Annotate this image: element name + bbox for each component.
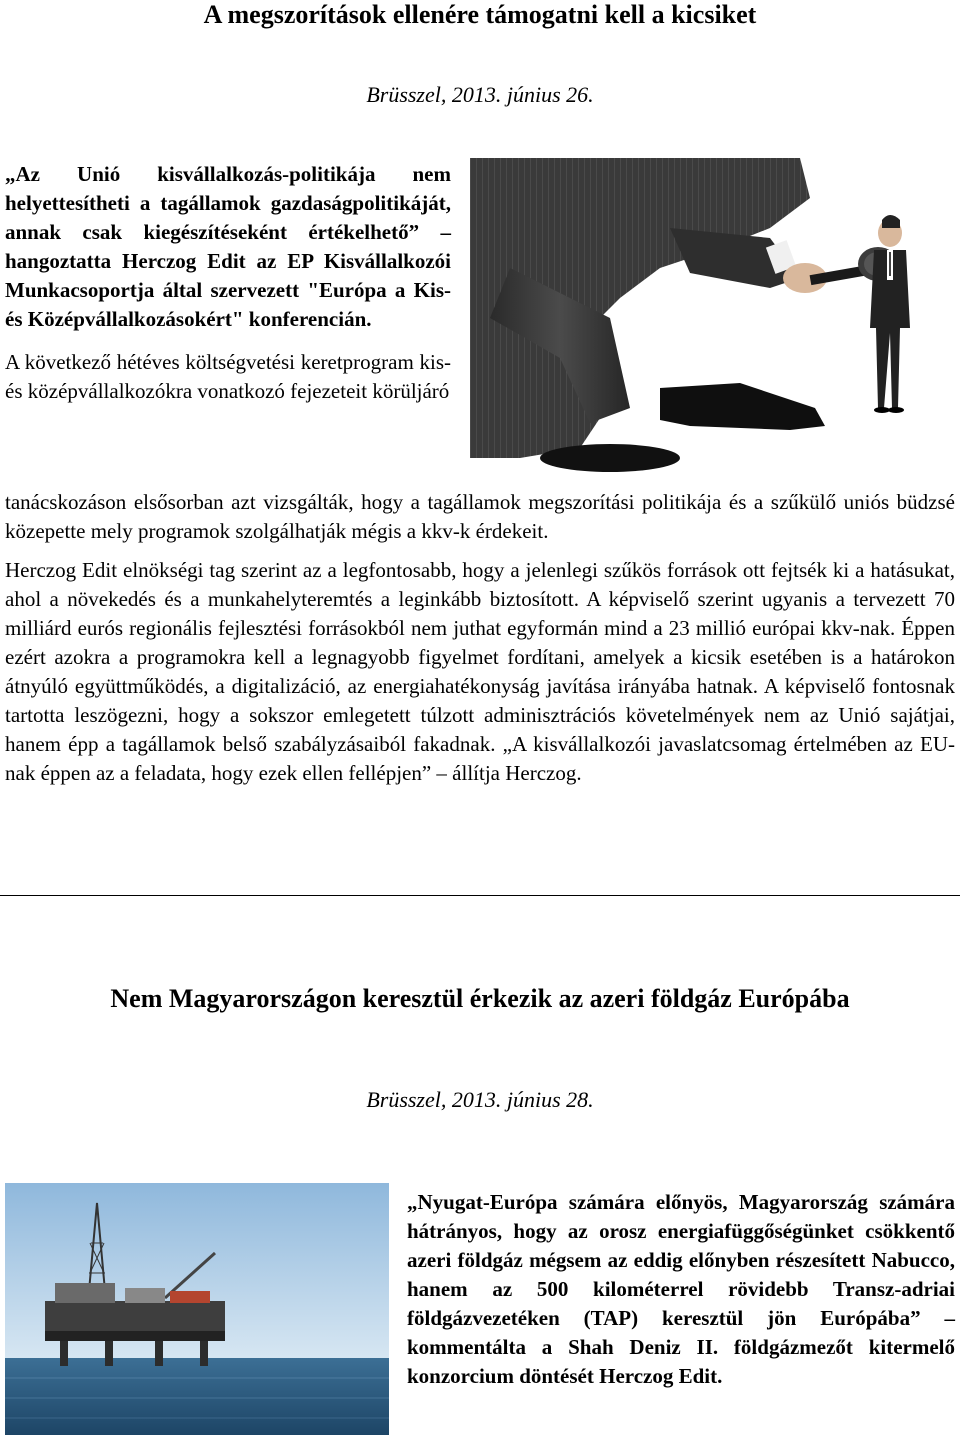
article1-dateline: Brüsszel, 2013. június 26.: [366, 82, 594, 107]
article1-left-column: [5, 160, 451, 406]
oil-platform-illustration: [5, 1183, 389, 1435]
oil-platform-photo: [5, 1183, 389, 1435]
article1-para1-start: A következő hétéves költségvetési keretprogram kis- és középvállalkozókra vonatkozó fejezeteit körüljáró: [5, 350, 451, 403]
interview-photo: [470, 158, 956, 480]
article2-lead: „Nyugat-Európa számára előnyös, Magyarország számára hátrányos, hogy az orosz energiafüggőségünket csökkentő azeri földgáz mégsem az eddig előnyben részesített Nabucco, hanem az 500 kilométerrel rövidebb Transz-adriai földgázvezetéken (TAP) keresztül jön Európába” – kommentálta a Shah Deniz II. földgázmezőt kitermelő konzorcium döntését Herczog Edit.: [407, 1190, 955, 1388]
interview-illustration: [470, 158, 956, 480]
article2-title: Nem Magyarországon keresztül érkezik az azeri földgáz Európába: [110, 984, 850, 1013]
article1-title: A megszorítások ellenére támogatni kell a kicsiket: [203, 0, 757, 29]
article2-dateline: Brüsszel, 2013. június 28.: [366, 1087, 594, 1112]
section-divider: [0, 895, 960, 896]
article1-para2: Herczog Edit elnökségi tag szerint az a legfontosabb, hogy a jelenlegi szűkös források ott fejtsék ki a hatásukat, ahol a növekedés és a munkahelyteremtés a leginkább biztosított. A képviselő szerint ugyanis a tervezett 70 milliárd eurós regionális fejlesztési forrásokból nem juthat egyformán mind a 23 millió európai kkv-nak. Éppen ezért azokra a programokra kell a legnagyobb figyelmet fordítani, amelyek a kicsik esetében is a határokon átnyúló együttműködés, a digitalizáció, az energiahatékonyság javítása irányába hatnak. A képviselő fontosnak tartotta leszögezni, hogy a sokszor emlegetett túlzott adminisztrációs követelmények nem az Unió sajátjai, hanem épp a tagállamok belső szabályzásaiból fakadnak. „A kisvállalkozói javaslatcsomag értelmében az EU-nak éppen az a feladata, hogy ezek ellen fellépjen” – állítja Herczog.: [5, 558, 955, 785]
article1-para1-rest: tanácskozáson elsősorban azt vizsgálták, hogy a tagállamok megszorítási politikája és a szűkülő uniós büdzsé közepette mely programok szolgálhatják mégis a kkv-k érdekeit.: [5, 490, 955, 543]
article1-lead: „Az Unió kisvállalkozás-politikája nem helyettesítheti a tagállamok gazdaságpolitikáját, annak csak kiegészítéseként értékelhető” – hangoztatta Herczog Edit az EP Kisvállalkozói Munkacsoportja által szervezett "Európa a Kis- és Középvállalkozásokért" konferencián.: [5, 162, 451, 331]
